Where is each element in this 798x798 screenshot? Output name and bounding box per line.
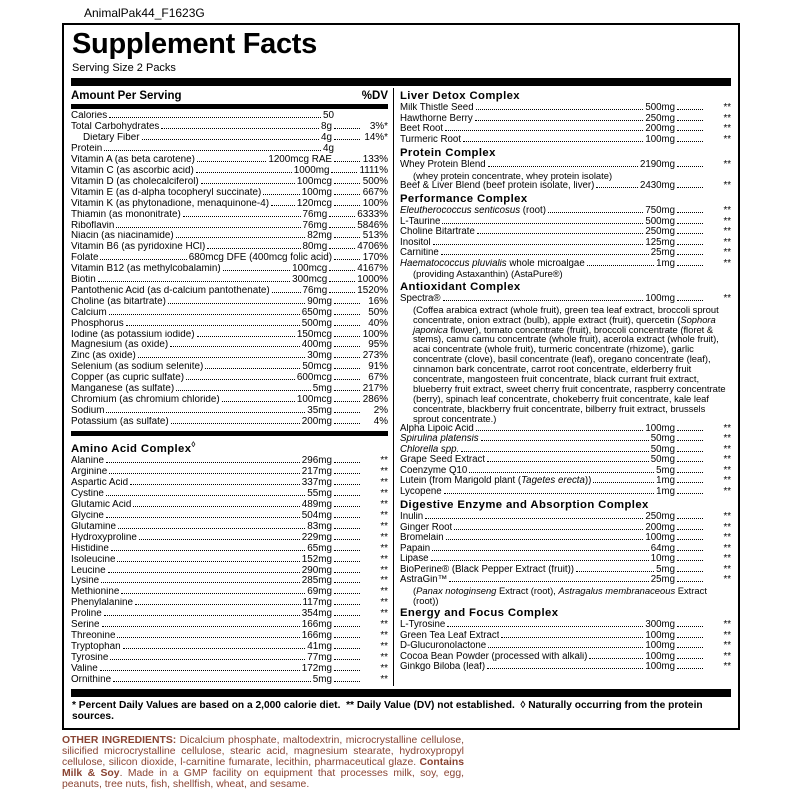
table-row: Lutein (from Marigold plant (Tagetes erecta)) 1mg **: [400, 475, 731, 487]
table-row: Vitamin B12 (as methylcobalamin) 100mcg 4167%: [71, 263, 388, 275]
table-row: Proline 354mg **: [71, 608, 388, 620]
table-row: Riboflavin 76mg 5846%: [71, 219, 388, 231]
dv-label: %DV: [361, 90, 388, 103]
table-row: Zinc (as oxide) 30mg 273%: [71, 350, 388, 362]
table-row: Hydroxyproline 229mg **: [71, 531, 388, 543]
table-row: Glycine 504mg **: [71, 510, 388, 522]
table-row: Calories 50: [71, 110, 334, 122]
table-row: Tryptophan 41mg **: [71, 640, 388, 652]
section-header: Digestive Enzyme and Absorption Complex: [400, 498, 649, 511]
table-row: Papain 64mg **: [400, 542, 731, 554]
panel-title: Supplement Facts: [72, 28, 317, 60]
table-row: Vitamin A (as beta carotene) 1200mcg RAE 133%: [71, 154, 388, 166]
table-row: Lycopene 1mg **: [400, 485, 731, 497]
section-header: Energy and Focus Complex: [400, 606, 559, 619]
nutrient-rows: [71, 111, 388, 427]
table-row: Choline (as bitartrate) 90mg 16%: [71, 295, 388, 307]
table-row: Alanine 296mg **: [71, 455, 388, 467]
table-row: Vitamin C (as ascorbic acid) 1000mg 1111%: [71, 164, 388, 176]
section-header: Performance Complex: [400, 192, 528, 205]
table-row: Inositol 125mg **: [400, 236, 731, 248]
table-row: Folate 680mcg DFE (400mcg folic acid) 170%: [71, 252, 388, 264]
table-row: Chromium (as chromium chloride) 100mcg 286%: [71, 394, 388, 405]
table-row: Alpha Lipoic Acid 100mg **: [400, 422, 731, 434]
row-note: (whey protein concentrate, whey protein isolate): [413, 169, 613, 181]
table-row: Spectra® 100mg **: [400, 293, 731, 305]
table-row: Arginine 217mg **: [71, 466, 388, 478]
table-row: Turmeric Root 100mg **: [400, 133, 731, 145]
table-row: L-Tyrosine 300mg **: [400, 619, 731, 631]
table-row: Milk Thistle Seed 500mg **: [400, 102, 731, 114]
table-row: Vitamin K (as phytonadione, menaquinone-4) 120mcg 100%: [71, 197, 388, 209]
table-row: Chlorella spp. 50mg **: [400, 443, 731, 455]
table-row: Thiamin (as mononitrate) 76mg 6333%: [71, 208, 388, 220]
table-row: Leucine 290mg **: [71, 564, 388, 576]
table-row: Inulin 250mg **: [400, 511, 731, 523]
table-row: Threonine 166mg **: [71, 629, 388, 641]
table-row: Aspartic Acid 337mg **: [71, 477, 388, 489]
section-header: Antioxidant Complex: [400, 280, 521, 293]
table-row: Ornithine 5mg **: [71, 673, 388, 685]
table-row: Glutamine 83mg **: [71, 520, 388, 532]
table-row: Histidine 65mg **: [71, 542, 388, 554]
table-row: Coenzyme Q10 5mg **: [400, 464, 731, 476]
table-row: L-Taurine 500mg **: [400, 215, 731, 227]
table-row: Sodium 35mg 2%: [71, 404, 388, 416]
table-row: Niacin (as niacinamide) 82mg 513%: [71, 230, 388, 242]
table-row: Choline Bitartrate 250mg **: [400, 226, 731, 238]
column-header: [71, 88, 388, 103]
table-row: Cystine 55mg **: [71, 488, 388, 500]
table-row: Hawthorne Berry 250mg **: [400, 112, 731, 124]
product-code: AnimalPak44_F1623G: [84, 6, 205, 20]
amino-acid-rows: [71, 456, 388, 685]
amino-header-text: Amino Acid Complex: [71, 442, 192, 455]
table-row: Methionine 69mg **: [71, 586, 388, 598]
divider-bar-bottom: [71, 689, 731, 697]
table-row: Beef & Liver Blend (beef protein isolate, liver) 2430mg **: [400, 179, 731, 191]
table-row: Bromelain 100mg **: [400, 532, 731, 544]
table-row: Vitamin B6 (as pyridoxine HCl) 80mg 4706%: [71, 241, 388, 253]
columns: [71, 88, 731, 685]
row-note: (Coffea arabica extract (whole fruit), green tea leaf extract, broccoli sprout concentrate, onion extract (bulb), apple extract (fruit), quercetin (Sophora japonica flower), tomato concentrate (fruit), broccoli concentrate (floret & stems), camu camu concentrate (whole fruit), acerola extract (whole fruit), acai concentrate (whole fruit), turmeric concentrate (rhizome), garlic concentrate (clove), basil concentrate (leaf), oregano concentrate (leaf), cinnamon bark concentrate, carrot root concentrate, elderberry fruit concentrate, mangosteen fruit concentrate, black currant fruit extract, blueberry fruit extract, sweet cherry fruit concentrate, raspberry concentrate (berry), spinach leaf concentrate, chokeberry fruit concentrate, kale leaf concentrate, blackberry fruit concentrate, bilberry fruit extract, brussels sprout concentrate.): [413, 303, 726, 424]
table-row: AstraGin™ 25mg **: [400, 574, 731, 586]
table-row: Glutamic Acid 489mg **: [71, 499, 388, 511]
table-row: Carnitine 25mg **: [400, 247, 731, 259]
table-row: Biotin 300mcg 1000%: [71, 274, 388, 286]
section-header: Liver Detox Complex: [400, 89, 520, 102]
table-row: Green Tea Leaf Extract 100mg **: [400, 629, 731, 641]
table-row: Manganese (as sulfate) 5mg 217%: [71, 383, 388, 395]
table-row: Pantothenic Acid (as d-calcium pantothenate) 76mg 1520%: [71, 284, 388, 296]
table-row: Total Carbohydrates 8g 3%*: [71, 121, 388, 133]
table-row: Lysine 285mg **: [71, 575, 388, 587]
label-page: [62, 6, 740, 791]
table-row: Isoleucine 152mg **: [71, 553, 388, 565]
table-row: Dietary Fiber 4g 14%*: [83, 132, 388, 144]
other-ingredients: OTHER INGREDIENTS: Dicalcium phosphate, maltodextrin, microcrystalline cellulose, silicified microcrystalline cellulose, stearic acid, magnesium stearate, hydroxypropyl cellulose, silicon dioxide, l-carnitine fumarate, lecithin, pharmaceutical glaze. Contains Milk & Soy. Made in a GMP facility on equipment that processes milk, soy, egg, peanuts, tree nuts, fish, shellfish, wheat, and sesame.: [62, 734, 465, 791]
table-row: Phosphorus 500mg 40%: [71, 317, 388, 329]
table-row: D-Glucuronolactone 100mg **: [400, 640, 731, 652]
table-row: Magnesium (as oxide) 400mg 95%: [71, 339, 388, 351]
table-row: Serine 166mg **: [71, 619, 388, 631]
table-row: BioPerine® (Black Pepper Extract (fruit)) 5mg **: [400, 563, 731, 575]
table-row: Haematococcus pluvialis whole microalgae 1mg **: [400, 257, 731, 269]
table-row: Vitamin D (as cholecalciferol) 100mcg 500%: [71, 175, 388, 187]
table-row: Grape Seed Extract 50mg **: [400, 454, 731, 466]
table-row: Whey Protein Blend 2190mg **: [400, 159, 731, 171]
row-note: (providing Astaxanthin) (AstaPure®): [413, 268, 563, 280]
footnote: * Percent Daily Values are based on a 2,000 calorie diet. ** Daily Value (DV) not established. ◊ Naturally occurring from the protein sources.: [72, 699, 706, 722]
divider-bar-top: [71, 78, 731, 86]
supplement-facts-panel: [62, 23, 740, 730]
table-row: Calcium 650mg 50%: [71, 306, 388, 318]
table-row: Cocoa Bean Powder (processed with alkali) 100mg **: [400, 650, 731, 662]
amino-acid-complex-header: [71, 438, 388, 457]
table-row: Beet Root 200mg **: [400, 123, 731, 135]
table-row: Potassium (as sulfate) 200mg 4%: [71, 415, 388, 427]
table-row: Vitamin E (as d-alpha tocopheryl succinate) 100mg 667%: [71, 186, 388, 198]
table-row: Protein 4g: [71, 143, 334, 155]
right-column: [393, 88, 731, 685]
amino-header-sup: ◊: [191, 440, 196, 450]
amount-per-serving-label: Amount Per Serving: [71, 90, 182, 103]
row-note: (Panax notoginseng Extract (root), Astragalus membranaceous Extract (root)): [413, 584, 707, 606]
table-row: Valine 172mg **: [71, 662, 388, 674]
serving-size: Serving Size 2 Packs: [72, 62, 176, 75]
section-header: Protein Complex: [400, 146, 496, 159]
left-column: [71, 88, 393, 685]
table-row: Tyrosine 77mg **: [71, 651, 388, 663]
table-row: Iodine (as potassium iodide) 150mcg 100%: [71, 328, 388, 340]
table-row: Eleutherococcus senticosus (root) 750mg **: [400, 205, 731, 217]
table-row: Copper (as cupric sulfate) 600mcg 67%: [71, 372, 388, 384]
table-row: Phenylalanine 117mg **: [71, 597, 388, 609]
table-row: Spirulina platensis 50mg **: [400, 433, 731, 445]
table-row: Selenium (as sodium selenite) 50mcg 91%: [71, 361, 388, 373]
table-row: Lipase 10mg **: [400, 553, 731, 565]
table-row: Ginger Root 200mg **: [400, 521, 731, 533]
table-row: Ginkgo Biloba (leaf) 100mg **: [400, 661, 731, 673]
divider-bar-amino: [71, 431, 388, 436]
divider-bar-thin: [71, 104, 388, 109]
